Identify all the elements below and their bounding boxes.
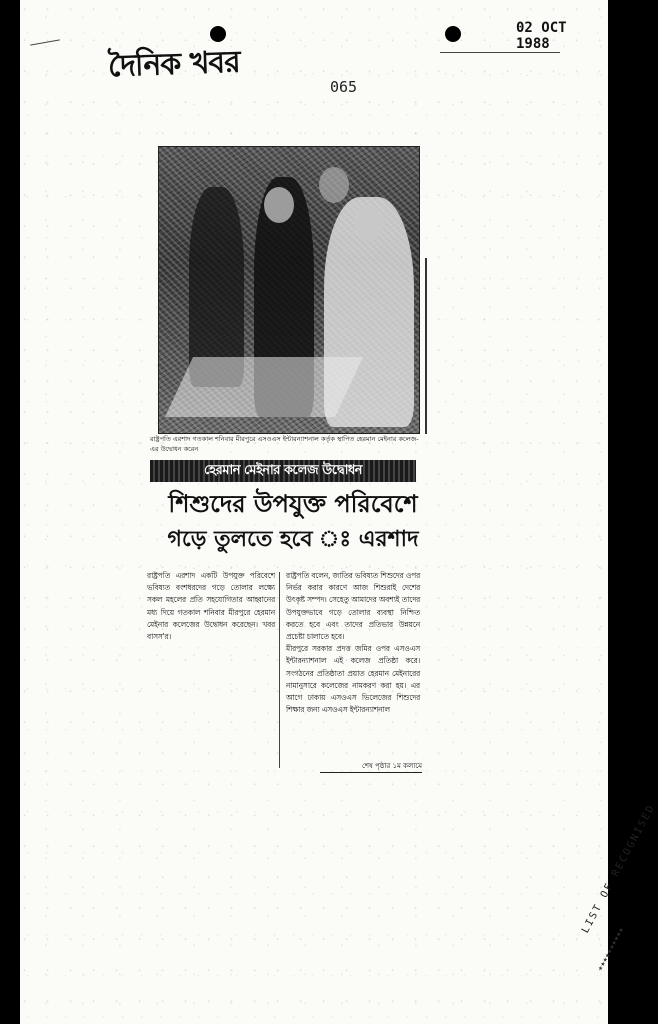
date-stamp: 02 OCT 1988 <box>516 20 567 52</box>
date-underline <box>440 52 560 53</box>
column-rule <box>279 572 280 768</box>
column-rule <box>425 258 427 434</box>
archive-stamp: LIST OF RECOGNISED <box>580 802 658 936</box>
paragraph: মীরপুরে সরকার প্রদত্ত জমির ওপর এসওএস ইন্টারন্যাশনাল এই কলেজ প্রতিষ্ঠা করে। সংগঠনের প্রতিষ্ঠাতা প্রয়াত হেরমান মেইনারের নামানুসারে কলেজের নামকরণ করা হয়। এর আগে ঢাকায় এসওএস ভিলেজের শিশুদের শিক্ষার জন্য এসওএস ইন্টারন্যাশনাল <box>286 644 420 715</box>
paragraph: রাষ্ট্রপতি বলেন, জাতির ভবিষ্যত শিশুদের ওপর নির্ভর করার কারণে আজ শিশুরাই দেশের উৎকৃষ্ট সম্পদ। সেহেতু আমাদের অবশ্যই তাদের উপযুক্তভাবে গড়ে তোলার ব্যবস্থা নিশ্চিত করতে হবে এবং তাদের প্রতিভার উন্নয়নে প্রচেষ্টা চালাতে হবে। <box>286 571 420 642</box>
page-number: 065 <box>330 78 358 96</box>
archive-stamp-stars: ★★★★★★★★★★ <box>595 925 626 973</box>
article-headline <box>148 486 438 556</box>
photo-figure-head <box>264 187 294 223</box>
clipping-sheet <box>20 0 658 1024</box>
article-column-1: রাষ্ট্রপতি এরশাদ একটি উপযুক্ত পরিবেশে ভবিষ্যত বংশধরদের গড়ে তোলার লক্ষ্যে সকল মহলের প্রতি সহযোগিতার আহ্বানের মধ্য দিয়ে গতকাল শনিবার মীরপুরে হেরমান মেইনার কলেজের উদ্বোধন করেছেন। খবর বাসস'র। <box>147 571 275 642</box>
photo-figure-head <box>319 167 349 203</box>
photo-figure-head <box>354 205 384 241</box>
news-photo <box>158 146 420 434</box>
photo-plaque <box>165 357 363 417</box>
photo-caption: রাষ্ট্রপতি এরশাদ গতকাল শনিবার মীরপুরে এসওএস ইন্টারন্যাশনাল কর্তৃক স্থাপিত হেরমান মেইনার কলেজ-এর উদ্বোধন করেন <box>150 435 419 453</box>
handwriting-mark <box>30 39 60 45</box>
article-column-2 <box>286 570 420 716</box>
continued-on-line: শেষ পৃষ্ঠার ১ম কলামে <box>320 760 422 773</box>
headline-line-1: শিশুদের উপযুক্ত পরিবেশে <box>168 489 418 518</box>
punch-hole <box>445 26 461 42</box>
newspaper-masthead: দৈনিক খবর <box>107 44 241 85</box>
article-kicker: হেরমান মেইনার কলেজ উদ্বোধন <box>150 460 416 482</box>
headline-line-2: গড়ে তুলতে হবে ঃ এরশাদ <box>167 526 419 552</box>
